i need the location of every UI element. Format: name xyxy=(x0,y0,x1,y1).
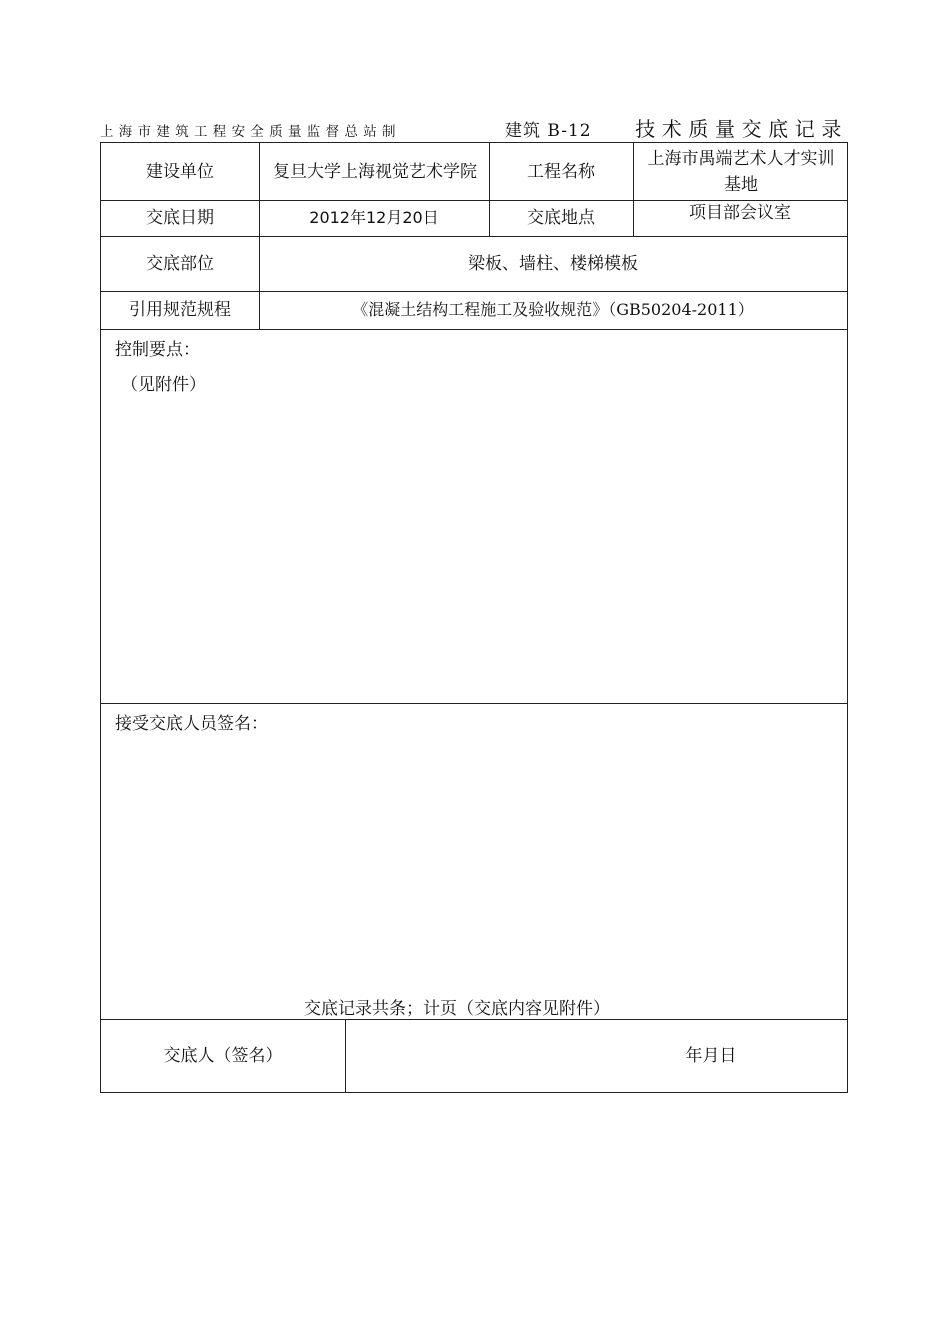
control-points-note: （见附件） xyxy=(121,375,206,395)
construction-unit-label: 建设单位 xyxy=(146,161,214,182)
discloser-signature-label: 交底人（签名） xyxy=(163,1046,283,1066)
location-value: 项目部会议室 xyxy=(689,203,791,223)
row-divider xyxy=(101,329,847,330)
record-summary: 交底记录共条；计页（交底内容见附件） xyxy=(304,999,610,1019)
control-points-area[interactable] xyxy=(107,367,837,697)
signature-date-label: 年月日 xyxy=(685,1046,737,1066)
recipients-signature-label: 接受交底人员签名： xyxy=(115,714,268,734)
spec-label: 引用规范规程 xyxy=(129,300,231,320)
date-value: 2012年12月20日 xyxy=(309,208,439,227)
location-label: 交底地点 xyxy=(527,208,595,228)
form-code: 建筑 B-12 xyxy=(505,121,592,141)
column-divider xyxy=(345,1019,346,1093)
issuer-text: 上海市建筑工程安全质量监督总站制 xyxy=(100,124,401,140)
control-points-label: 控制要点： xyxy=(115,340,200,360)
record-table xyxy=(100,142,848,1093)
project-name-label: 工程名称 xyxy=(527,161,595,182)
date-label: 交底日期 xyxy=(146,208,214,228)
recipients-signature-area[interactable] xyxy=(107,743,837,983)
construction-unit-value: 复旦大学上海视觉艺术学院 xyxy=(273,162,477,182)
spec-value: 《混凝土结构工程施工及验收规范》（GB50204-2011） xyxy=(352,300,754,319)
row-divider xyxy=(101,703,847,704)
part-label: 交底部位 xyxy=(146,253,214,274)
form-header xyxy=(100,114,848,142)
project-name-value: 上海市禺端艺术人才实训基地 xyxy=(647,149,835,195)
form-title: 技术质量交底记录 xyxy=(635,117,848,141)
part-value: 梁板、墙柱、楼梯模板 xyxy=(468,253,638,274)
discloser-signature-field[interactable] xyxy=(349,1023,669,1089)
